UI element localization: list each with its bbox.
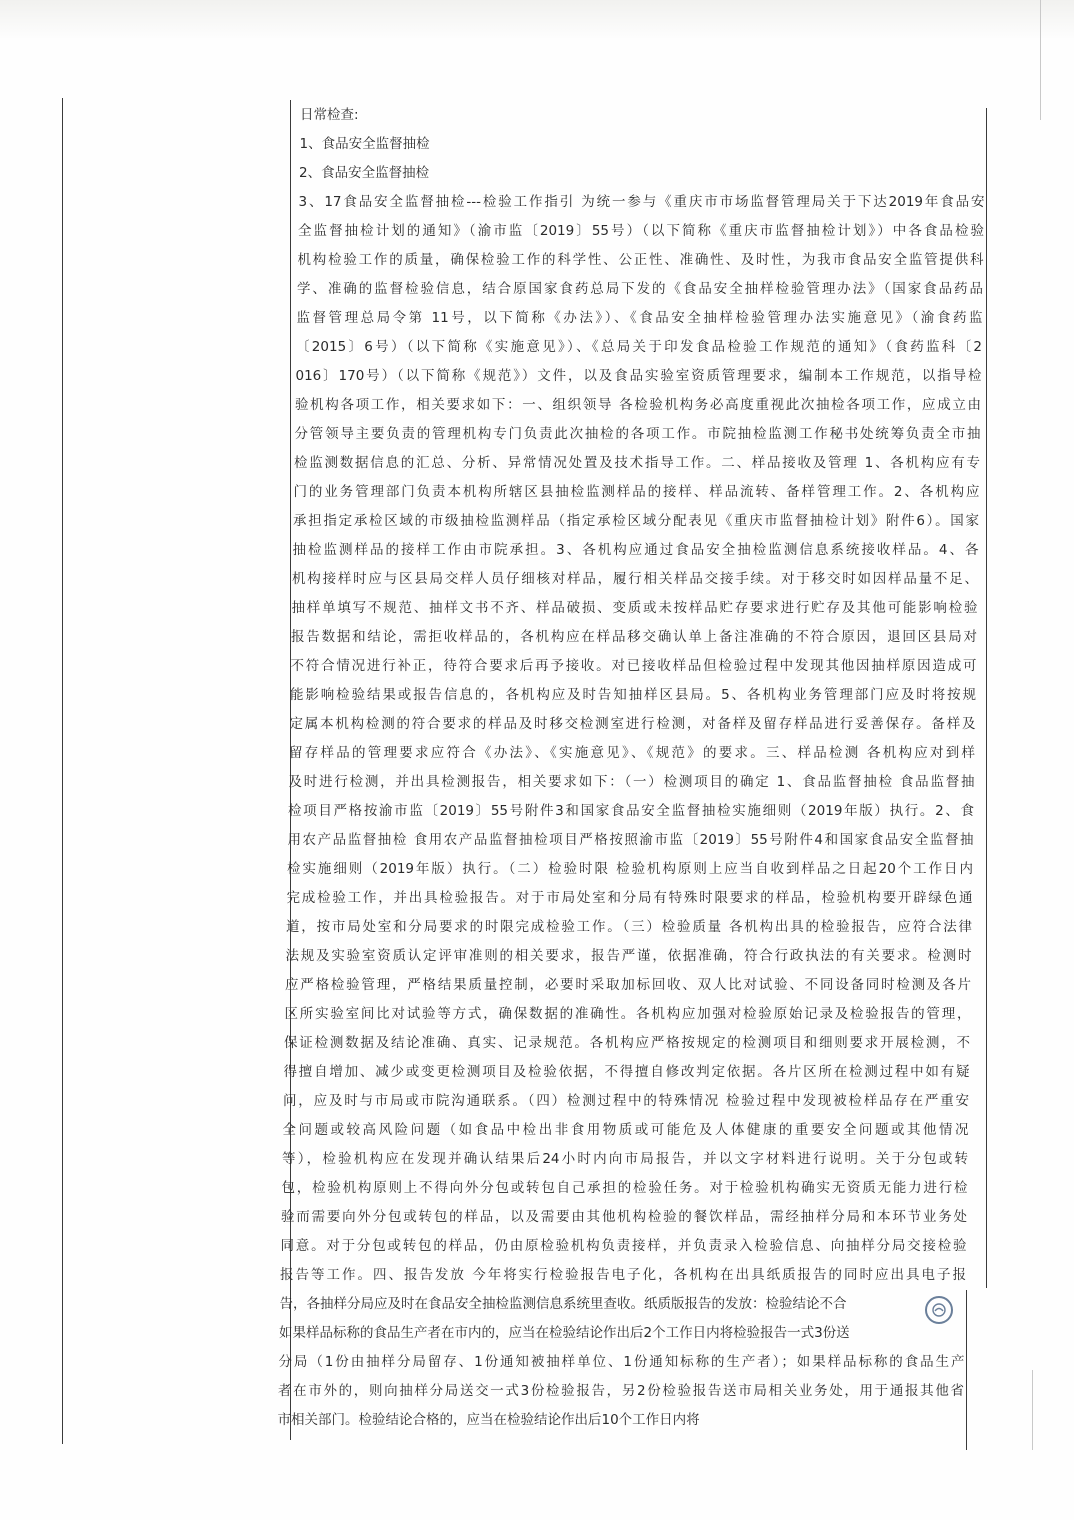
text-line: 道，按市局处室和分局要求的时限完成检验工作。（三）检验质量 各机构出具的检验报告，应符合法律 — [286, 919, 972, 935]
left-border-line — [62, 98, 63, 1444]
text-line: 门的业务管理部门负责本机构所辖区县抽检监测样品的接样、样品流转、备样管理工作。2、各机构应 — [293, 484, 980, 500]
text-line: 能影响检验结果或报告信息的，各机构应及时告知抽样区县局。5、各机构业务管理部门应及时将按规 — [290, 687, 976, 703]
text-line: 检实施细则（2019年版）执行。（二）检验时限 检验机构原则上应当自收到样品之日起20个工作日内 — [287, 861, 973, 877]
text-line: 承担指定承检区域的市级抽检监测样品（指定承检区域分配表见《重庆市监督抽检计划》附件6）。国家 — [293, 513, 979, 529]
text-line: 及时进行检测，并出具检测报告，相关要求如下：（一）检测项目的确定 1、食品监督抽检 食品监督抽 — [288, 774, 975, 790]
seal-glyph — [930, 1301, 948, 1319]
text-line: 分局（1份由抽样分局留存、1份通知被抽样单位、1份通知标称的生产者）；如果样品标称的食品生产 — [278, 1354, 965, 1370]
text-line: 不符合情况进行补正，待符合要求后再予接收。对已接收样品但检验过程中发现其他因抽样原因造成可 — [290, 658, 977, 674]
text-line: 用农产品监督抽检 食用农产品监督抽检项目严格按照渝市监〔2019〕55号附件4和国家食品安全监督抽 — [287, 832, 974, 848]
text-line: 保证检测数据及结论准确、真实、记录规范。各机构应严格按规定的检测项目和细则要求开展检测，不 — [284, 1035, 970, 1051]
text-line: 法规及实验室资质认定评审准则的相关要求，报告严谨，依据准确，符合行政执法的有关要求。检测时 — [285, 948, 972, 964]
text-line: 问，应及时与市局或市院沟通联系。（四）检测过程中的特殊情况 检验过程中发现被检样品存在严重安 — [283, 1093, 969, 1109]
text-line: 日常检查: — [300, 107, 359, 123]
text-line: 3、17食品安全监督抽检---检验工作指引 为统一参与《重庆市市场监督管理局关于下达2019年食品安 — [298, 194, 985, 210]
text-line: 区所实验室间比对试验等方式，确保数据的准确性。各机构应加强对检验原始记录及检验报告的管理， — [284, 1006, 971, 1022]
text-line: 机构接样时应与区县局交样人员仔细核对样品，履行相关样品交接手续。对于移交时如因样品量不足、 — [292, 571, 978, 587]
right-edge-line — [1040, 0, 1041, 120]
text-line: 016〕170号）（以下简称《规范》）文件，以及食品实验室资质管理要求，编制本工作规范，以指导检 — [295, 368, 982, 384]
text-line: 告，各抽样分局应及时在食品安全抽检监测信息系统里查收。纸质版报告的发放：检验结论不合 — [279, 1296, 847, 1312]
text-line: 验而需要向外分包或转包的样品，以及需要由其他机构检验的餐饮样品，需经抽样分局和本环节业务处 — [281, 1209, 967, 1225]
text-line: 检项目严格按渝市监〔2019〕55号附件3和国家食品安全监督抽检实施细则（2019年版）执行。2、食 — [288, 803, 974, 819]
text-line: 同意。对于分包或转包的样品，仍由原检验机构负责接样，并负责录入检验信息、向抽样分局交接检验 — [280, 1238, 967, 1254]
text-line: 全监督抽检计划的通知》（渝市监〔2019〕55号）（以下简称《重庆市监督抽检计划》）中各食品检验 — [298, 223, 984, 239]
text-line: 2、食品安全监督抽检 — [299, 165, 430, 181]
text-line: 留存样品的管理要求应符合《办法》、《实施意见》、《规范》的要求。三、样品检测 各机构应对到样 — [289, 745, 975, 761]
right-edge-line-lower — [1032, 1370, 1033, 1450]
text-line: 抽检监测样品的接样工作由市院承担。3、各机构应通过食品安全抽检监测信息系统接收样品。4、各 — [292, 542, 979, 558]
text-line: 机构检验工作的质量，确保检验工作的科学性、公正性、准确性、及时性，为我市食品安全监管提供科 — [297, 252, 984, 268]
text-line: 应严格检验管理，严格结果质量控制，必要时采取加标回收、双人比对试验、不同设备同时检测及各片 — [285, 977, 971, 993]
text-line: 抽样单填写不规范、抽样文书不齐、样品破损、变质或未按样品贮存要求进行贮存及其他可能影响检验 — [291, 600, 978, 616]
seal-icon — [925, 1296, 953, 1324]
scan-edge — [0, 0, 1074, 40]
text-column-right-line-lower — [966, 1290, 967, 1450]
text-line: 报告等工作。四、报告发放 今年将实行检验报告电子化，各机构在出具纸质报告的同时应出具电子报 — [280, 1267, 966, 1283]
text-line: 包，检验机构原则上不得向外分包或转包自己承担的检验任务。对于检验机构确实无资质无能力进行检 — [281, 1180, 968, 1196]
text-line: 全问题或较高风险问题（如食品中检出非食用物质或可能危及人体健康的重要安全问题或其他情况 — [282, 1122, 969, 1138]
text-line: 验机构各项工作，相关要求如下：一、组织领导 各检验机构务必高度重视此次抽检各项工作，应成立由 — [295, 397, 981, 413]
text-line: 如果样品标称的食品生产者在市内的，应当在检验结论作出后2个工作日内将检验报告一式3份送 — [279, 1325, 850, 1341]
text-line: 〔2015〕6号）（以下简称《实施意见》）、《总局关于印发食品检验工作规范的通知》（食药监科〔2 — [296, 339, 982, 355]
text-line: 得擅自增加、减少或变更检测项目及检验依据，不得擅自修改判定依据。各片区所在检测过程中如有疑 — [283, 1064, 970, 1080]
text-line: 检监测数据信息的汇总、分析、异常情况处置及技术指导工作。二、样品接收及管理 1、各机构应有专 — [294, 455, 980, 471]
text-line: 学、准确的监督检验信息，结合原国家食药总局下发的《食品安全抽样检验管理办法》（国家食品药品 — [297, 281, 983, 297]
text-line: 者在市外的，则向抽样分局送交一式3份检验报告，另2份检验报告送市局相关业务处，用于通报其他省 — [278, 1383, 964, 1399]
text-line: 完成检验工作，并出具检验报告。对于市局处室和分局有特殊时限要求的样品，检验机构要开辟绿色通 — [286, 890, 973, 906]
text-line: 报告数据和结论，需拒收样品的，各机构应在样品移交确认单上备注准确的不符合原因，退回区县局对 — [291, 629, 977, 645]
text-line: 等），检验机构应在发现并确认结果后24小时内向市局报告，并以文字材料进行说明。关于分包或转 — [282, 1151, 968, 1167]
text-line: 分管领导主要负责的管理机构专门负责此次抽检的各项工作。市院抽检监测工作秘书处统筹负责全市抽 — [294, 426, 981, 442]
text-column-right-line — [986, 108, 987, 1288]
text-line: 定属本机构检测的符合要求的样品及时移交检测室进行检测，对备样及留存样品进行妥善保存。备样及 — [289, 716, 976, 732]
text-line: 市相关部门。检验结论合格的，应当在检验结论作出后10个工作日内将 — [277, 1412, 700, 1428]
text-line: 监督管理总局令第 11号，以下简称《办法》）、《食品安全抽样检验管理办法实施意见》（渝食药监 — [296, 310, 983, 326]
text-line: 1、食品安全监督抽检 — [299, 136, 430, 152]
